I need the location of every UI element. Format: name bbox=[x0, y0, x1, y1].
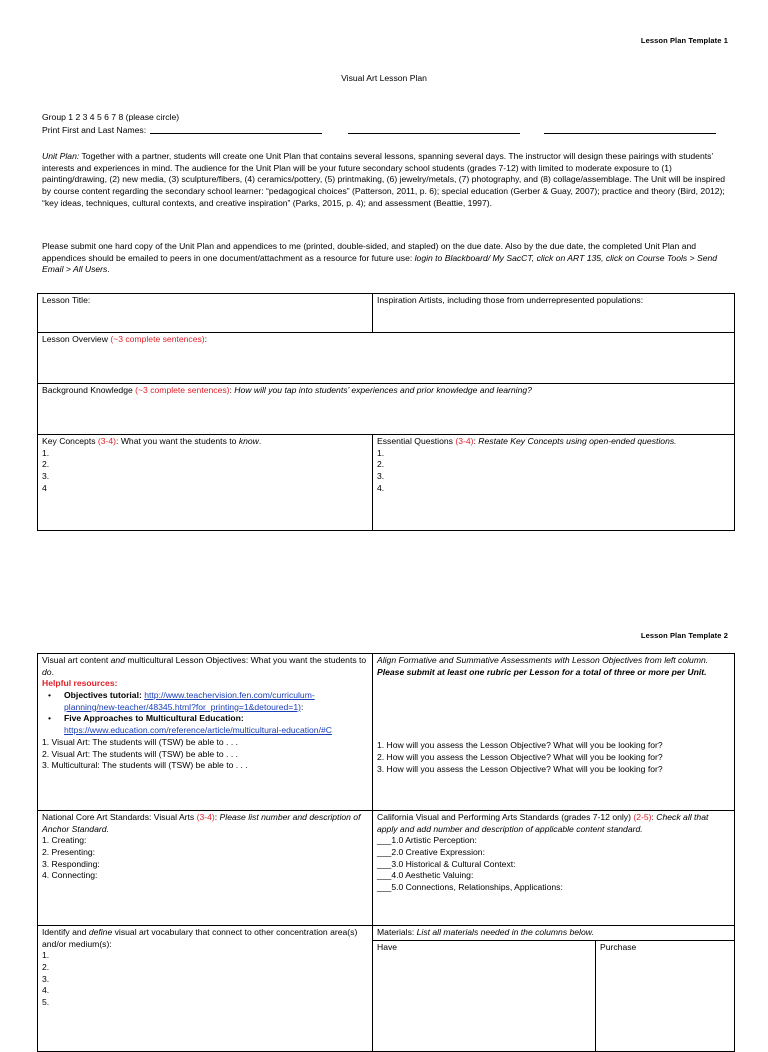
list-item: ___3.0 Historical & Cultural Context: bbox=[377, 858, 516, 869]
materials-prompt: List all materials needed in the columns below. bbox=[416, 927, 594, 937]
resource-2-label: Five Approaches to Multicultural Education: bbox=[64, 713, 244, 724]
ca-label: California Visual and Performing Arts Standards (grades 7-12 only) bbox=[377, 812, 634, 822]
resource-objectives-tutorial bbox=[42, 690, 368, 713]
list-item: 2. bbox=[42, 962, 50, 973]
background-colon: : bbox=[229, 385, 235, 395]
multicultural-education-link[interactable]: https://www.education.com/reference/article/multicultural-education/#C bbox=[64, 725, 332, 736]
objectives-end: . bbox=[51, 666, 54, 677]
lesson-plan-table-2 bbox=[37, 653, 735, 1052]
objectives-do: do bbox=[42, 666, 52, 677]
objectives-heading bbox=[42, 655, 368, 678]
ca-prompt: Check all that apply and add number and description of applicable content standard. bbox=[377, 812, 709, 834]
objectives-text-a: Visual art content bbox=[42, 655, 111, 665]
list-item: 4 bbox=[42, 482, 47, 493]
helpful-resources-heading: Helpful resources: bbox=[42, 678, 118, 689]
objectives-and: and bbox=[110, 655, 125, 665]
materials-heading bbox=[373, 926, 734, 941]
vocabulary-heading bbox=[42, 927, 368, 950]
key-concepts-text: : What you want the students to bbox=[116, 436, 239, 446]
ncas-label: National Core Art Standards: Visual Arts bbox=[42, 812, 197, 822]
objectives-tutorial-link[interactable]: http://www.teachervision.fen.com/curriculum-planning/new-teacher/48345.html?for_printing=1&detoured=1) bbox=[64, 690, 315, 712]
list-item: 1. bbox=[42, 950, 50, 961]
list-item: ___1.0 Artistic Perception: bbox=[377, 835, 477, 846]
ncas-colon: : bbox=[214, 812, 220, 822]
running-head: Lesson Plan Template 1 bbox=[640, 36, 728, 45]
inspiration-cell[interactable] bbox=[373, 294, 735, 333]
objectives-cell[interactable] bbox=[38, 654, 373, 811]
list-item: 1. Creating: bbox=[42, 835, 87, 846]
overview-requirement: (~3 complete sentences) bbox=[110, 334, 205, 344]
have-label: Have bbox=[377, 941, 398, 952]
assessment-intro: Align Formative and Summative Assessments with Lesson Objectives from left column. bbox=[377, 655, 709, 665]
names-label: Print First and Last Names: bbox=[42, 125, 147, 135]
purchase-label: Purchase bbox=[600, 941, 637, 952]
resource-1-label: Objectives tutorial: bbox=[64, 690, 145, 701]
list-item: 3. bbox=[42, 471, 50, 482]
list-item: 2. bbox=[377, 459, 385, 470]
national-core-standards-cell[interactable] bbox=[38, 811, 373, 926]
california-standards-cell[interactable] bbox=[373, 811, 735, 926]
unit-plan-label: Unit Plan: bbox=[42, 151, 80, 161]
document-title: Visual Art Lesson Plan bbox=[341, 73, 427, 83]
names-line bbox=[42, 125, 716, 137]
ca-heading bbox=[377, 812, 730, 835]
assessment-spacer bbox=[377, 678, 730, 740]
assessment-heading bbox=[377, 655, 730, 678]
background-requirement: (~3 complete sentences) bbox=[135, 385, 230, 395]
purchase-column[interactable] bbox=[596, 941, 734, 1051]
background-prompt: How will you tap into students’ experiences and prior knowledge and learning? bbox=[234, 385, 532, 395]
materials-cell[interactable] bbox=[373, 926, 735, 1052]
inspiration-label: Inspiration Artists, including those from underrepresented populations: bbox=[377, 295, 644, 305]
objective-item: 2. Visual Art: The students will (TSW) be able to . . . bbox=[42, 748, 238, 759]
list-item: 4. Connecting: bbox=[42, 870, 98, 881]
list-item: 2. Presenting: bbox=[42, 847, 96, 858]
list-item: 1. bbox=[42, 447, 50, 458]
materials-label: Materials: bbox=[377, 927, 417, 937]
list-item: ___5.0 Connections, Relationships, Applications: bbox=[377, 882, 563, 893]
overview-label: Lesson Overview bbox=[42, 334, 111, 344]
lesson-title-cell[interactable] bbox=[38, 294, 373, 333]
unit-plan-text: Together with a partner, students will create one Unit Plan that contains several lessons, spanning several days. The instructor will design these pairings with students’ interests and experiences in mind. The audience for the Unit Plan will be your future secondary school students (grades 7-12) with limited to moderate exposure to (1) painting/drawing, (2) new media, (3) sculpture/fibers, (4) ceramics/pottery, (5) printmaking, (6) jewelry/metals, (7) photography, and (8) collage/assemblage. The Unit will be inspired by course content regarding the secondary school learner: “pedagogical choices” (Patterson, 2011, p. 6); special education (Gerber & Guay, 2007); practice and theory (Bird, 2012); “key ideas, techniques, cultural contexts, and creative inspiration” (Parks, 2015, p. 4); and assessment (Beattie, 1997). bbox=[42, 151, 726, 208]
list-item: 3. bbox=[377, 471, 385, 482]
objective-item: 1. Visual Art: The students will (TSW) be able to . . . bbox=[42, 736, 238, 747]
assessment-cell[interactable] bbox=[373, 654, 735, 811]
name-blank-2[interactable] bbox=[348, 125, 520, 134]
assessment-item: 2. How will you assess the Lesson Objective? What will you be looking for? bbox=[377, 752, 663, 763]
list-item: 2. bbox=[42, 459, 50, 470]
list-item: 4. bbox=[42, 985, 50, 996]
lesson-title-label: Lesson Title: bbox=[42, 295, 91, 305]
essential-questions-colon: : bbox=[473, 436, 479, 446]
materials-columns bbox=[373, 941, 734, 1051]
list-item: ___4.0 Aesthetic Valuing: bbox=[377, 870, 474, 881]
essential-questions-heading bbox=[377, 436, 730, 448]
list-item: ___2.0 Creative Expression: bbox=[377, 847, 485, 858]
page-2 bbox=[0, 590, 768, 1024]
assessment-item: 3. How will you assess the Lesson Objective? What will you be looking for? bbox=[377, 763, 663, 774]
lesson-overview-cell[interactable] bbox=[38, 333, 735, 384]
unit-plan-paragraph bbox=[42, 151, 730, 209]
submission-instructions: login to Blackboard/ My SacCT, click on ART 135, click on Course Tools > Send Email > All Users bbox=[42, 252, 718, 275]
ncas-prompt: Please list number and description of Anchor Standard. bbox=[42, 812, 361, 834]
key-concepts-count: (3-4) bbox=[97, 436, 117, 446]
background-knowledge-cell[interactable] bbox=[38, 384, 735, 435]
vocabulary-text-a: Identify and bbox=[42, 927, 89, 937]
key-concepts-cell[interactable] bbox=[38, 435, 373, 531]
name-blank-1[interactable] bbox=[150, 125, 322, 134]
background-label: Background Knowledge bbox=[42, 385, 136, 395]
ca-count: (2-5) bbox=[633, 812, 652, 822]
group-line: Group 1 2 3 4 5 6 7 8 (please circle) bbox=[42, 112, 180, 122]
list-item: 4. bbox=[377, 482, 385, 493]
submission-paragraph bbox=[42, 241, 730, 276]
essential-questions-cell[interactable] bbox=[373, 435, 735, 531]
running-head: Lesson Plan Template 2 bbox=[640, 631, 728, 640]
have-column[interactable] bbox=[373, 941, 596, 1051]
ncas-heading bbox=[42, 812, 368, 835]
vocabulary-text-b: visual art vocabulary that connect to other concentration area(s) and/or medium(s): bbox=[42, 927, 358, 949]
list-item: 3. Responding: bbox=[42, 858, 100, 869]
objectives-text-b: multicultural Lesson Objectives: What you want the students to bbox=[124, 655, 367, 665]
name-blank-3[interactable] bbox=[544, 125, 716, 134]
assessment-rubric-note: Please submit at least one rubric per Lesson for a total of three or more per Unit. bbox=[377, 666, 707, 677]
submission-text: Please submit one hard copy of the Unit Plan and appendices to me (printed, double-sided, and stapled) on the due date. Also by the due date, the completed Unit Plan and appendices should be emailed to peers in one document/attachment as a resource for future use: bbox=[42, 241, 697, 263]
resource-multicultural-education bbox=[42, 713, 368, 736]
vocabulary-define: define bbox=[88, 927, 113, 937]
essential-questions-count: (3-4) bbox=[455, 436, 474, 446]
objective-item: 3. Multicultural: The students will (TSW) be able to . . . bbox=[42, 760, 248, 771]
lesson-plan-table bbox=[37, 293, 735, 531]
essential-questions-label: Essential Questions bbox=[377, 436, 456, 446]
ncas-count: (3-4) bbox=[196, 812, 215, 822]
overview-colon: : bbox=[204, 334, 208, 344]
resource-1-end: : bbox=[300, 701, 304, 712]
key-concepts-label: Key Concepts bbox=[42, 436, 98, 446]
assessment-item: 1. How will you assess the Lesson Objective? What will you be looking for? bbox=[377, 740, 663, 751]
list-item: 5. bbox=[42, 997, 50, 1008]
key-concepts-heading bbox=[42, 436, 368, 448]
key-concepts-end: . bbox=[258, 436, 262, 446]
ca-colon: : bbox=[651, 812, 657, 822]
key-concepts-know: know bbox=[238, 436, 259, 446]
list-item: 1. bbox=[377, 447, 385, 458]
essential-questions-prompt: Restate Key Concepts using open-ended questions. bbox=[478, 436, 677, 446]
submission-end: . bbox=[107, 264, 110, 275]
vocabulary-cell[interactable] bbox=[38, 926, 373, 1052]
list-item: 3. bbox=[42, 973, 50, 984]
